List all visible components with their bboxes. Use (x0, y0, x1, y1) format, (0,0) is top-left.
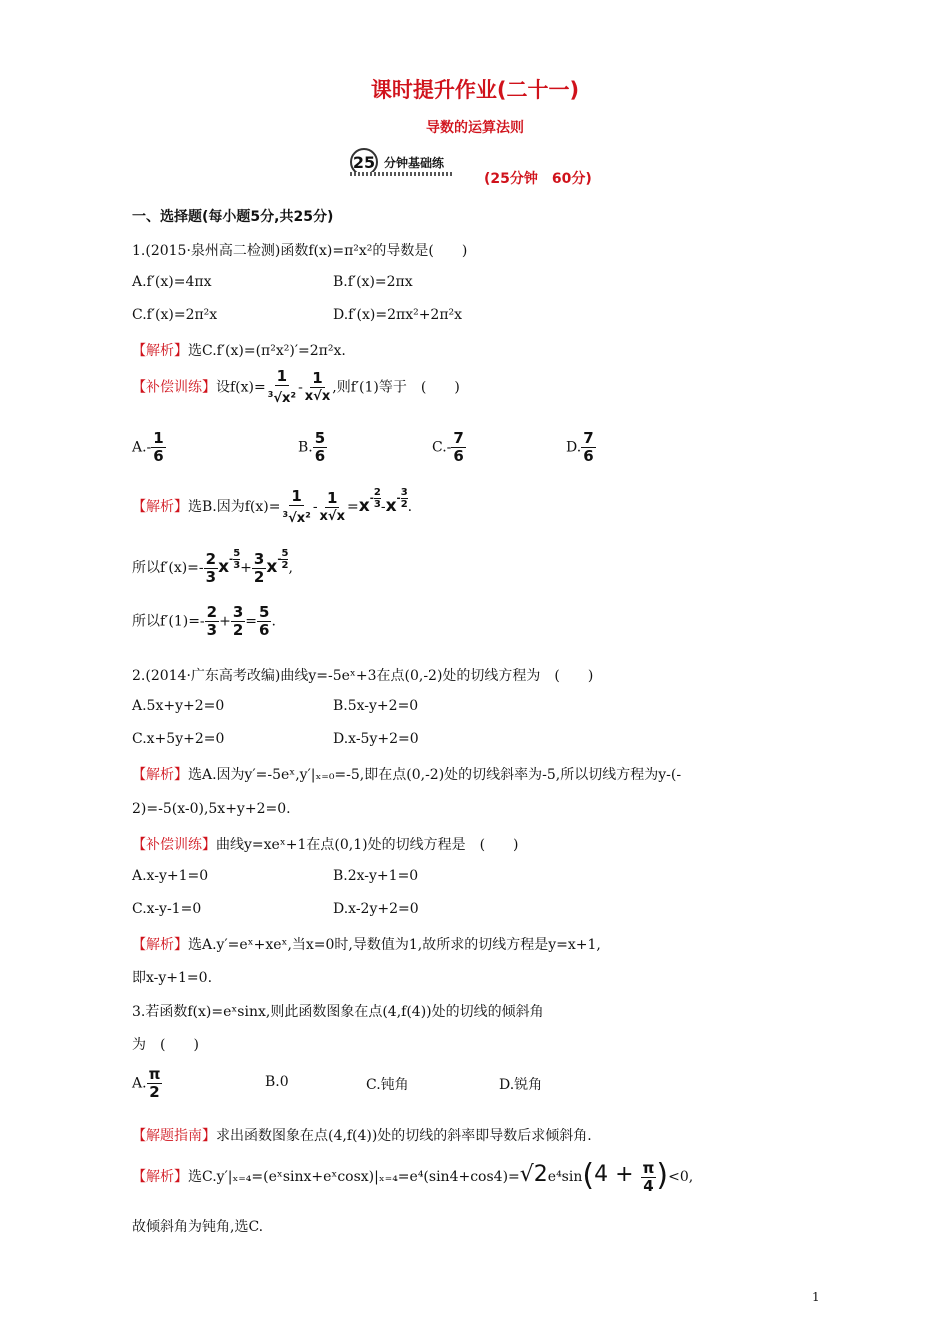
analysis-tag: 【解析】 (132, 499, 188, 515)
q1-option-a: A.f′(x)=4πx (132, 274, 212, 290)
page-number: 1 (812, 1290, 820, 1304)
s1-b-label: B. (298, 439, 313, 456)
exp-1: - 2 3 (369, 487, 381, 510)
q3-option-c: C.钝角 (366, 1077, 409, 1093)
analysis-tag: 【解析】 (132, 1169, 188, 1185)
s1-c-frac: $\frac{7}{6}$ (453, 429, 464, 465)
supplement-tag: 【补偿训练】 (132, 837, 216, 853)
s1-a-frac: $\frac{1}{6}$ (153, 429, 164, 465)
s2-option-c: C.x-y-1=0 (132, 901, 202, 917)
badge-text: 分钟基础练 (384, 155, 445, 170)
s2-stem (132, 834, 519, 854)
supplement-tag: 【补偿训练】 (132, 379, 216, 396)
q2-stem: 2.(2014·广东高考改编)曲线y=-5eˣ+3在点(0,-2)处的切线方程为 ( ) (132, 668, 594, 684)
q1-option-d: D.f′(x)=2πx²+2π²x (333, 307, 463, 323)
s1-an-frac-1: $\frac{1}{^3√x^2}$ (282, 486, 311, 526)
q2-option-d: D.x-5y+2=0 (333, 731, 419, 747)
q3-stem-1: 3.若函数f(x)=eˣsinx,则此函数图象在点(4,f(4))处的切线的倾斜角 (132, 1004, 544, 1020)
q3-option-d: D.锐角 (499, 1077, 543, 1093)
s1-option-d (566, 430, 596, 465)
s1-option-a (132, 430, 166, 465)
guide-tag: 【解题指南】 (132, 1128, 216, 1144)
q3-stem-2: 为 ( ) (132, 1037, 199, 1053)
sqrt-2: √2 (519, 1162, 548, 1187)
q3-a-label: A. (132, 1075, 147, 1092)
s2-option-a: A.x-y+1=0 (132, 868, 209, 884)
page-subtitle: 导数的运算法则 (426, 120, 524, 136)
q2-analysis-1 (132, 764, 681, 784)
s1-analysis-2: 所以f′(x)=- $\frac{2}{3}$ x - 5 3 + $\frac{3}{2}$ x - 5 2 , (132, 548, 293, 586)
s1-b-frac: $\frac{5}{6}$ (314, 429, 326, 465)
q1-analysis (132, 340, 346, 360)
s1-d-label: D. (566, 439, 582, 456)
section-heading: 一、选择题(每小题5分,共25分) (132, 209, 334, 225)
q1-stem: 1.(2015·泉州高二检测)函数f(x)=π²x²的导数是( ) (132, 243, 468, 259)
s1-frac-1: $\frac{1}{^3√x^2}$ (267, 367, 297, 406)
s1-a-label: A.- (132, 439, 152, 456)
badge-underline (350, 172, 454, 176)
s1-line2-pre: 所以f′(x)=- (132, 560, 204, 576)
s1-stem: 【补偿训练】设f(x)= $\frac{1}{^3√x^2}$ - $\frac{1}{x√x}$ ,则f′(1)等于 ( ) (132, 367, 460, 406)
s2-option-b: B.2x-y+1=0 (333, 868, 419, 884)
q1-option-c: C.f′(x)=2π²x (132, 307, 218, 323)
s2-analysis-text: 选A.y′=eˣ+xeˣ,当x=0时,导数值为1,故所求的切线方程是y=x+1, (188, 937, 601, 953)
q1-option-b: B.f′(x)=2πx (333, 274, 413, 290)
analysis-tag: 【解析】 (132, 767, 188, 783)
s2-analysis-1 (132, 934, 601, 954)
badge-number: 25 (350, 148, 378, 176)
q2-analysis-2: 2)=-5(x-0),5x+y+2=0. (132, 801, 291, 817)
s1-option-b (298, 430, 327, 465)
q3-option-a (132, 1066, 162, 1101)
s1-frac-2: $\frac{1}{x√x}$ (304, 369, 331, 404)
page-title: 课时提升作业(二十一) (370, 78, 580, 102)
q2-option-b: B.5x-y+2=0 (333, 698, 419, 714)
s1-c-label: C.- (432, 439, 452, 456)
q3-conclusion: 故倾斜角为钝角,选C. (132, 1219, 264, 1235)
q2-option-a: A.5x+y+2=0 (132, 698, 225, 714)
exp-2: - 3 2 (396, 487, 408, 510)
q2-analysis-text: 选A.因为y′=-5eˣ,y′|ₓ₌₀=-5,即在点(0,-2)处的切线斜率为-5,所以切线方程为y-(- (188, 767, 682, 783)
analysis-tag: 【解析】 (132, 937, 188, 953)
q3-analysis: 【解析】选C.y′|ₓ₌₄=(eˣsinx+eˣcosx)|ₓ₌₄=e⁴(sin4+cos4)=√2e⁴sin(4 + $\frac{\pi}{4}$ )<0, (132, 1158, 694, 1195)
time-score: (25分钟 60分) (484, 171, 592, 187)
q3-option-b: B.0 (265, 1074, 289, 1090)
s1-stem-pre: 设f(x)= (216, 379, 266, 396)
q2-option-c: C.x+5y+2=0 (132, 731, 225, 747)
q3-guide (132, 1125, 592, 1145)
q3-analysis-post: <0, (668, 1169, 694, 1185)
s1-stem-post: ,则f′(1)等于 ( ) (332, 379, 460, 396)
q3-analysis-mid: e⁴sin (547, 1169, 583, 1185)
q1-analysis-text: 选C.f′(x)=(π²x²)′=2π²x. (188, 343, 346, 359)
s1-an-frac-2: $\frac{1}{x√x}$ (319, 488, 345, 524)
s1-line3-pre: 所以f′(1)=- (132, 613, 205, 630)
s1-analysis-3: 所以f′(1)=- $\frac{2}{3}$ + $\frac{3}{2}$ = $\frac{5}{6}$ . (132, 603, 276, 639)
s1-d-frac: $\frac{7}{6}$ (583, 429, 594, 465)
s2-stem-text: 曲线y=xeˣ+1在点(0,1)处的切线方程是 ( ) (216, 837, 519, 853)
s2-option-d: D.x-2y+2=0 (333, 901, 419, 917)
s1-analysis-1: 【解析】选B.因为f(x)= $\frac{1}{^3√x^2}$ - $\frac{1}{x√x}$ =x - 2 3 -x - 3 2 . (132, 486, 413, 526)
section-badge (350, 148, 444, 176)
s1-option-c (432, 430, 466, 465)
s2-analysis-2: 即x-y+1=0. (132, 970, 213, 986)
q3-a-frac: $\frac{\pi}{2}$ (148, 1065, 161, 1101)
analysis-tag: 【解析】 (132, 343, 188, 359)
s1-analysis-pre: 选B.因为f(x)= (188, 499, 281, 515)
q3-analysis-pre: 选C.y′|ₓ₌₄=(eˣsinx+eˣcosx)|ₓ₌₄=e⁴(sin4+cos4)= (188, 1169, 520, 1185)
q3-guide-text: 求出函数图象在点(4,f(4))处的切线的斜率即导数后求倾斜角. (216, 1128, 592, 1144)
